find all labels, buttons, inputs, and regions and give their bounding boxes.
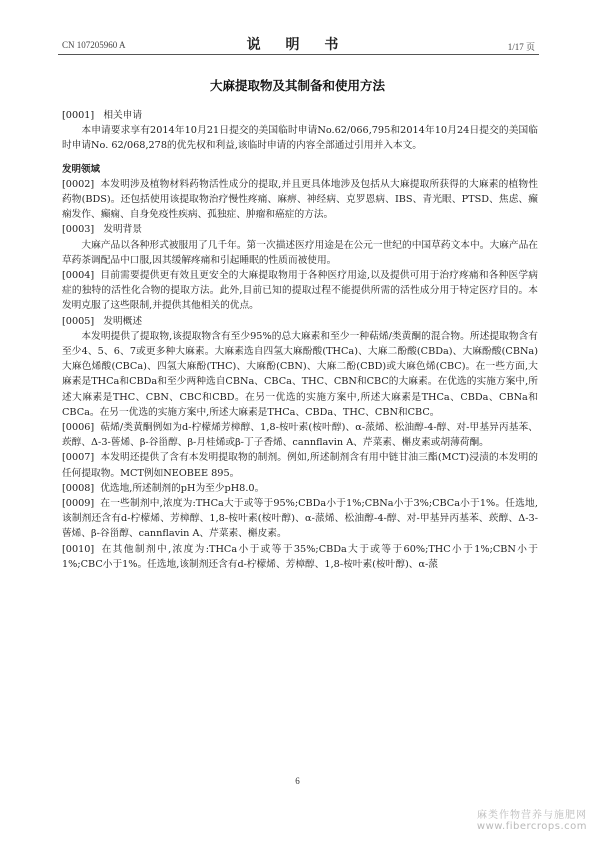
paragraph-text: 目前需要提供更有效且更安全的大麻提取物用于各种医疗用途,以及提供可用于治疗疼痛和各种医学病症的独特的活性化合物的提取方法。此外,目前已知的提取过程不能提供所需的活性成分用于特定医疗目的。本发明克服了这些限制,并提供其他相关的优点。	[62, 270, 538, 312]
paragraph	[62, 542, 538, 572]
paragraph-text: 在一些制剂中,浓度为:THCa大于或等于95%;CBDa小于1%;CBNa小于3%;CBCa小于1%。任选地,该制剂还含有d-柠檬烯、芳樟醇、1,8-桉叶素(桉叶醇)、α-蒎烯、松油醇-4-醇、对-甲基异丙基苯、莰醇、Δ-3-蒈烯、β-谷甾醇、cannflavin A、芹菜素、槲皮素。	[62, 498, 538, 540]
paragraph-text: 在其他制剂中,浓度为:THCa小于或等于35%;CBDa大于或等于60%;THC小于1%;CBN小于1%;CBC小于1%。任选地,该制剂还含有d-柠檬烯、芳樟醇、1,8-桉叶素(桉叶醇)、α-蒎	[62, 543, 538, 570]
page-indicator: 1/17 页	[507, 42, 535, 52]
watermark-text: 麻类作物营养与施肥网	[477, 810, 587, 821]
paragraph-heading	[62, 222, 538, 237]
paragraph	[62, 177, 538, 223]
document-title: 大麻提取物及其制备和使用方法	[209, 78, 385, 93]
paragraph-text: 萜烯/类黄酮例如为d-柠檬烯芳樟醇、1,8-桉叶素(桉叶醇)、α-蒎烯、松油醇-4-醇、对-甲基异丙基苯、莰醇、Δ-3-蒈烯、β-谷甾醇、β-月桂烯或β-丁子香烯、cannflavin A、芹菜素、槲皮素或胡薄荷酮。	[62, 422, 538, 449]
paragraph-text: 优选地,所述制剂的pH为至少pH8.0。	[100, 482, 265, 494]
paragraph-text: 大麻产品以各种形式被服用了几千年。第一次描述医疗用途是在公元一世纪的中国草药文本中。大麻产品在草药茶调配品中口服,因其缓解疼痛和引起睡眠的性质而被使用。	[62, 239, 538, 266]
header-title: 说 明 书	[246, 37, 349, 53]
paragraph-number: [0002]	[62, 178, 95, 190]
paragraph-text: 本发明提供了提取物,该提取物含有至少95%的总大麻素和至少一种萜烯/类黄酮的混合物。所述提取物含有至少4、5、6、7或更多种大麻素。大麻素选自四氢大麻酚酸(THCa)、大麻二酚酸(CBDa)、大麻酚酸(CBNa)大麻色烯酸(CBCa)、四氢大麻酚(THC)、大麻酚(CBN)、大麻二酚(CBD)或大麻色烯(CBC)。在一些方面,大麻素是THCa和CBDa和至少两种选自CBNa、CBCa、THC、CBN和CBC的大麻素。在优选的实施方案中,所述大麻素是THC、CBN、CBC和CBD。在另一优选的实施方案中,所述大麻素是THCa、CBDa、CBNa和CBCa。在另一优选的实施方案中,所述大麻素是THCa、CBDa、THC、CBN和CBC。	[62, 330, 538, 418]
paragraph	[62, 420, 538, 450]
watermark	[477, 806, 587, 832]
paragraph-number: [0001]	[62, 110, 95, 121]
paragraph-number: [0005]	[62, 315, 95, 327]
paragraph	[62, 268, 538, 314]
document-id: CN 107205960 A	[62, 40, 126, 50]
watermark-url: www.fibercrops.com	[476, 821, 587, 832]
paragraph	[62, 481, 538, 496]
paragraph-number: [0006]	[62, 422, 95, 434]
paragraph-text: 本发明涉及植物材料药物活性成分的提取,并且更具体地涉及包括从大麻提取所获得的大麻素的植物性药物(BDS)。还包括使用该提取物治疗慢性疼痛、麻痹、神经病、克罗恩病、IBS、青光眼、PTSD、焦虑、癫痫发作、癫痫、自身免疫性疾病、孤独症、肿瘤和癌症的方法。	[62, 178, 538, 221]
header-divider	[58, 54, 539, 55]
paragraph-number: [0003]	[62, 224, 95, 236]
paragraph-text: 本申请要求享有2014年10月21日提交的美国临时申请No.62/066,795和2014年10月24日提交的美国临时申请No. 62/068,278的优先权和利益,该临时申请的内容全部通过引用并入本文。	[62, 125, 538, 152]
paragraph-text: 本发明还提供了含有本发明提取物的制剂。例如,所述制剂含有用中链甘油三酯(MCT)浸渍的本发明的任何提取物。MCT例如NEOBEE 895。	[62, 452, 538, 479]
paragraph-number: [0004]	[62, 270, 95, 282]
heading-text: 发明概述	[103, 315, 143, 327]
heading-text: 发明背景	[103, 224, 143, 236]
document-body	[62, 108, 538, 572]
paragraph-number: [0007]	[62, 452, 95, 464]
paragraph-number: [0009]	[62, 498, 95, 510]
paragraph-heading	[62, 108, 538, 123]
page-number: 6	[295, 776, 300, 786]
paragraph	[62, 496, 538, 542]
paragraph-number: [0008]	[62, 482, 95, 494]
section-heading: 发明领域	[62, 163, 101, 175]
paragraph-number: [0010]	[62, 543, 95, 555]
paragraph-heading	[62, 314, 538, 329]
heading-text: 相关申请	[103, 110, 143, 121]
paragraph	[62, 450, 538, 480]
